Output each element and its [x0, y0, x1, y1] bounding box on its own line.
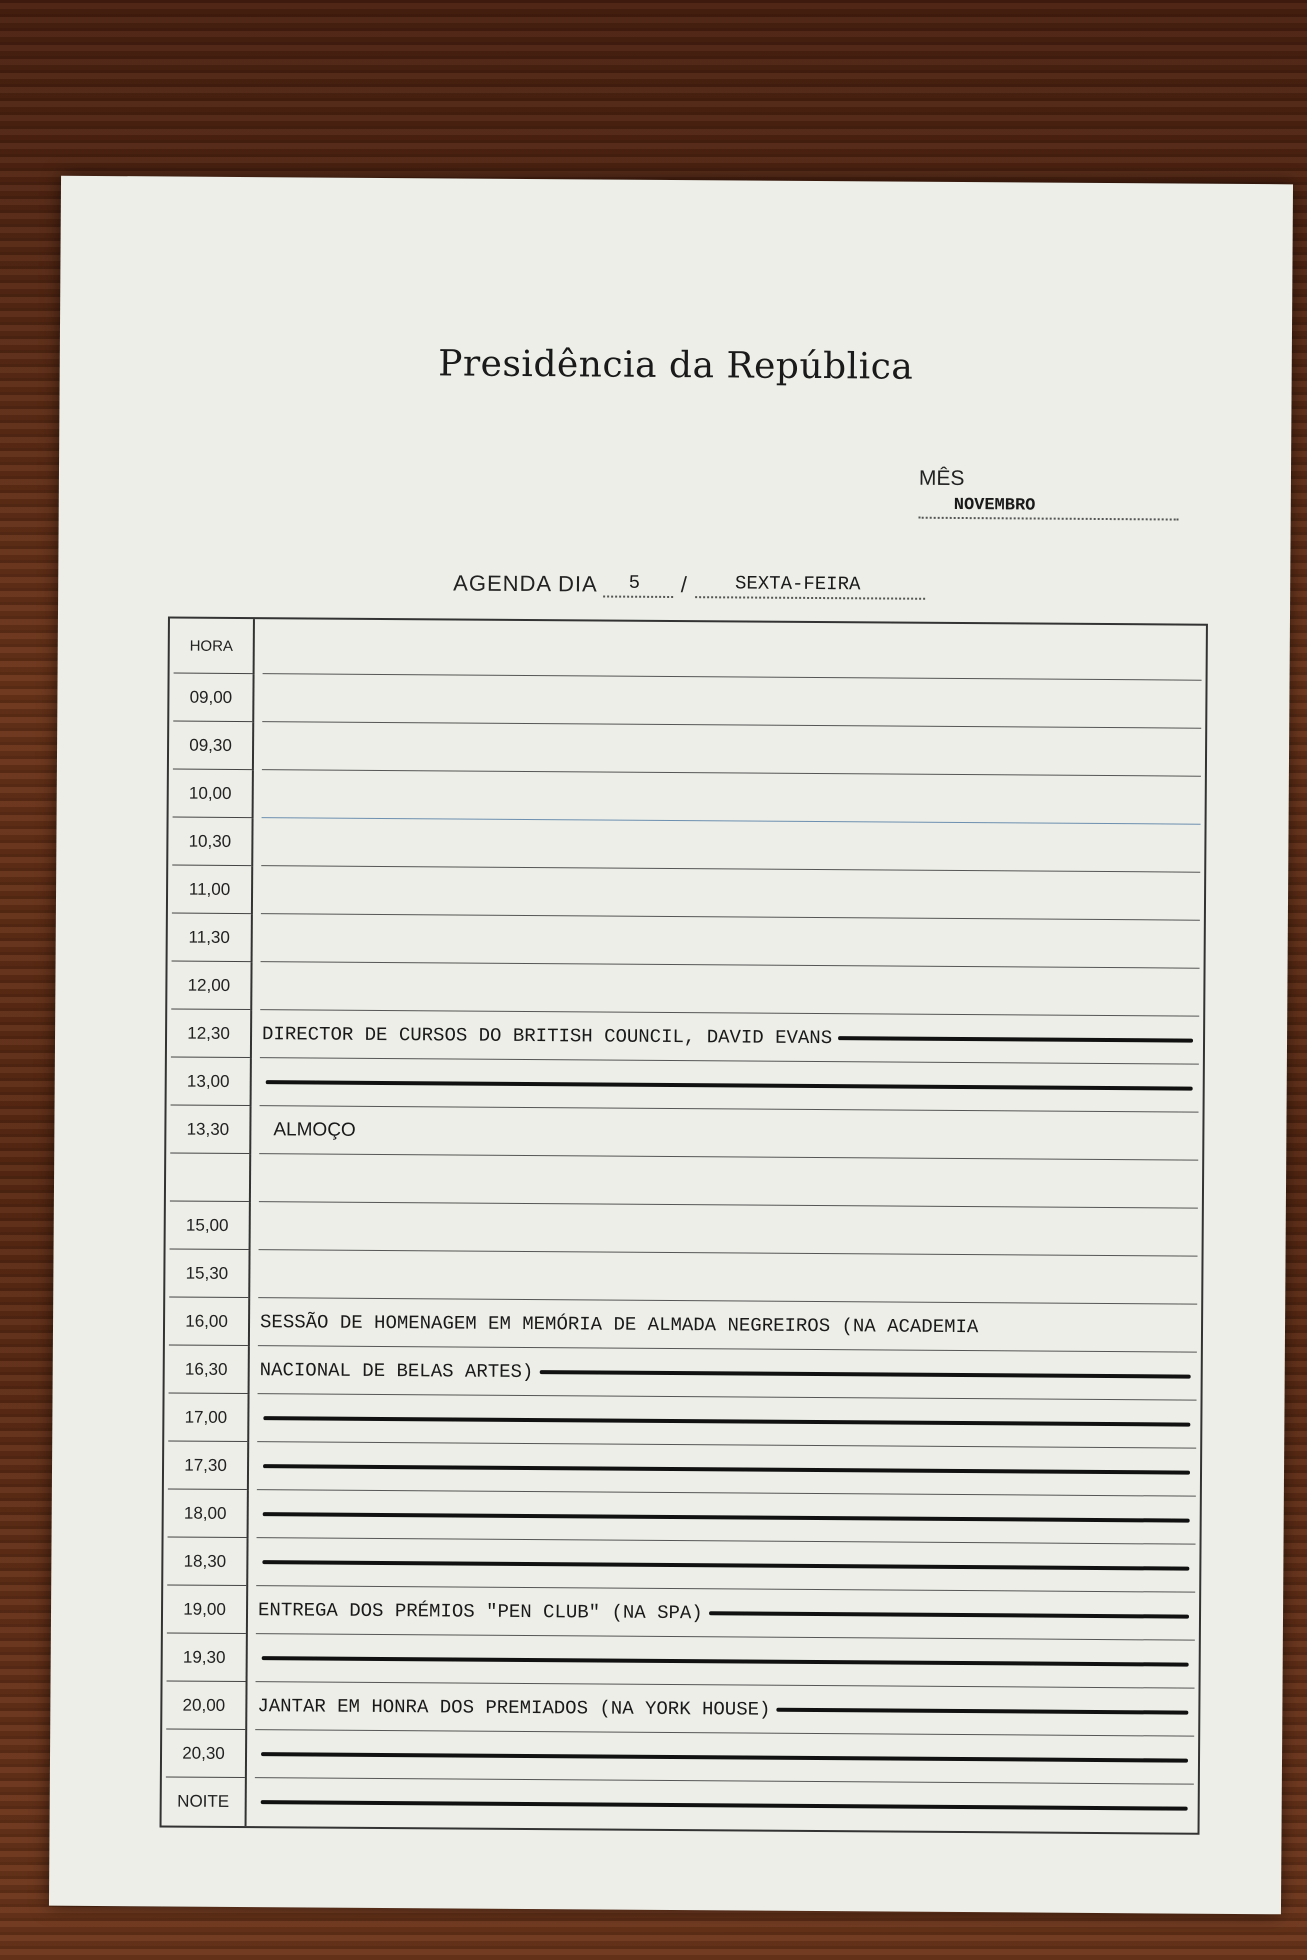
table-row: [166, 1153, 1202, 1208]
entry-cell: [261, 818, 1200, 873]
hour-cell: 13,00: [167, 1057, 252, 1106]
date-separator: /: [680, 572, 688, 598]
hour-cell: 16,30: [165, 1345, 250, 1394]
entry-cell: [256, 1634, 1195, 1689]
table-row: [162, 1777, 1198, 1832]
agenda-sheet: [49, 176, 1293, 1915]
table-header-row: [170, 618, 1206, 680]
hour-cell: 20,00: [162, 1681, 247, 1730]
hour-cell: [166, 1153, 251, 1202]
strike-line: [709, 1611, 1189, 1618]
strike-line: [266, 1080, 1193, 1090]
hour-cell: 17,00: [164, 1393, 249, 1442]
hour-cell: 19,30: [163, 1633, 248, 1682]
table-row: [164, 1489, 1200, 1544]
hour-cell: 12,30: [167, 1009, 252, 1058]
entry-cell: [259, 1106, 1198, 1161]
strike-line: [262, 1656, 1189, 1666]
table-row: [163, 1537, 1199, 1592]
entry-text: NACIONAL DE BELAS ARTES): [259, 1358, 534, 1383]
entry-cell: [255, 1682, 1194, 1737]
hour-cell: 16,00: [165, 1297, 250, 1346]
hour-cell: 10,30: [168, 817, 253, 866]
entry-cell: [259, 1154, 1198, 1209]
header-entry-cell: [263, 619, 1202, 681]
entry-text: JANTAR EM HONRA DOS PREMIADOS (NA YORK HOUSE): [257, 1694, 771, 1721]
table-row: [162, 1681, 1198, 1736]
table-row: [164, 1393, 1200, 1448]
day-dotted-line: [604, 570, 674, 598]
hour-cell: NOITE: [162, 1777, 247, 1826]
strike-line: [261, 1752, 1188, 1762]
entry-text: SESSÃO DE HOMENAGEM EM MEMÓRIA DE ALMADA NEGREIROS (NA ACADEMIA: [259, 1310, 979, 1338]
hour-cell: 09,30: [169, 721, 254, 770]
strike-line: [261, 1800, 1188, 1810]
table-row: [163, 1633, 1199, 1688]
entry-cell: [258, 1346, 1197, 1401]
schedule-table: [160, 616, 1208, 1834]
hour-cell: 10,00: [169, 769, 254, 818]
agenda-label: AGENDA DIA: [453, 570, 597, 597]
weekday-value: SEXTA-FEIRA: [734, 572, 861, 596]
hour-cell: 12,00: [167, 961, 252, 1010]
hour-cell: 15,00: [166, 1201, 251, 1250]
entry-cell: [262, 770, 1201, 825]
hour-cell: 09,00: [169, 673, 254, 722]
entry-cell: [258, 1250, 1197, 1305]
table-row: [165, 1297, 1201, 1352]
table-row: [169, 673, 1205, 728]
table-row: [166, 1105, 1202, 1160]
entry-cell: [255, 1778, 1194, 1833]
hour-cell: 11,00: [168, 865, 253, 914]
strike-line: [838, 1036, 1193, 1042]
hour-cell: 13,30: [166, 1105, 251, 1154]
month-label: MÊS: [918, 466, 965, 491]
hour-cell: 20,30: [162, 1729, 247, 1778]
entry-cell: [258, 1298, 1197, 1353]
strike-line: [263, 1416, 1190, 1426]
table-row: [165, 1249, 1201, 1304]
entry-text: ENTREGA DOS PRÉMIOS "PEN CLUB" (NA SPA): [257, 1598, 703, 1624]
table-row: [169, 721, 1205, 776]
table-row: [169, 769, 1205, 824]
strike-line: [263, 1464, 1190, 1474]
table-row: [164, 1441, 1200, 1496]
table-row: [168, 865, 1204, 920]
strike-line: [263, 1512, 1190, 1522]
entry-text: DIRECTOR DE CURSOS DO BRITISH COUNCIL, DAVID EVANS: [261, 1022, 833, 1049]
month-dotted-line: [919, 491, 1179, 521]
page-title: Presidência da República: [438, 343, 914, 388]
agenda-day-field: [453, 568, 1013, 604]
month-value: NOVEMBRO: [953, 495, 1036, 516]
table-row: [167, 1009, 1203, 1064]
hour-cell: 18,00: [164, 1489, 249, 1538]
weekday-dotted-line: [695, 570, 925, 600]
entry-cell: [261, 866, 1200, 921]
entry-cell: [257, 1442, 1196, 1497]
table-row: [165, 1345, 1201, 1400]
table-row: [166, 1201, 1202, 1256]
entry-cell: [256, 1538, 1195, 1593]
entry-cell: [256, 1586, 1195, 1641]
hour-cell: 15,30: [165, 1249, 250, 1298]
hour-header: HORA: [170, 618, 255, 674]
table-row: [168, 913, 1204, 968]
entry-cell: [261, 914, 1200, 969]
table-row: [167, 1057, 1203, 1112]
entry-cell: [257, 1394, 1196, 1449]
strike-line: [262, 1560, 1189, 1570]
entry-text: ALMOÇO: [273, 1118, 356, 1141]
entry-cell: [259, 1202, 1198, 1257]
entry-cell: [260, 1058, 1199, 1113]
month-field: [918, 466, 1229, 516]
table-row: [167, 961, 1203, 1016]
strike-line: [776, 1707, 1188, 1714]
entry-cell: [260, 962, 1199, 1017]
entry-cell: [262, 674, 1201, 729]
entry-cell: [262, 722, 1201, 777]
hour-cell: 17,30: [164, 1441, 249, 1490]
table-row: [162, 1729, 1198, 1784]
table-row: [168, 817, 1204, 872]
entry-cell: [260, 1010, 1199, 1065]
table-row: [163, 1585, 1199, 1640]
entry-cell: [257, 1490, 1196, 1545]
hour-cell: 19,00: [163, 1585, 248, 1634]
hour-cell: 11,30: [168, 913, 253, 962]
day-value: 5: [628, 571, 641, 594]
entry-cell: [255, 1730, 1194, 1785]
hour-cell: 18,30: [163, 1537, 248, 1586]
strike-line: [539, 1370, 1190, 1379]
